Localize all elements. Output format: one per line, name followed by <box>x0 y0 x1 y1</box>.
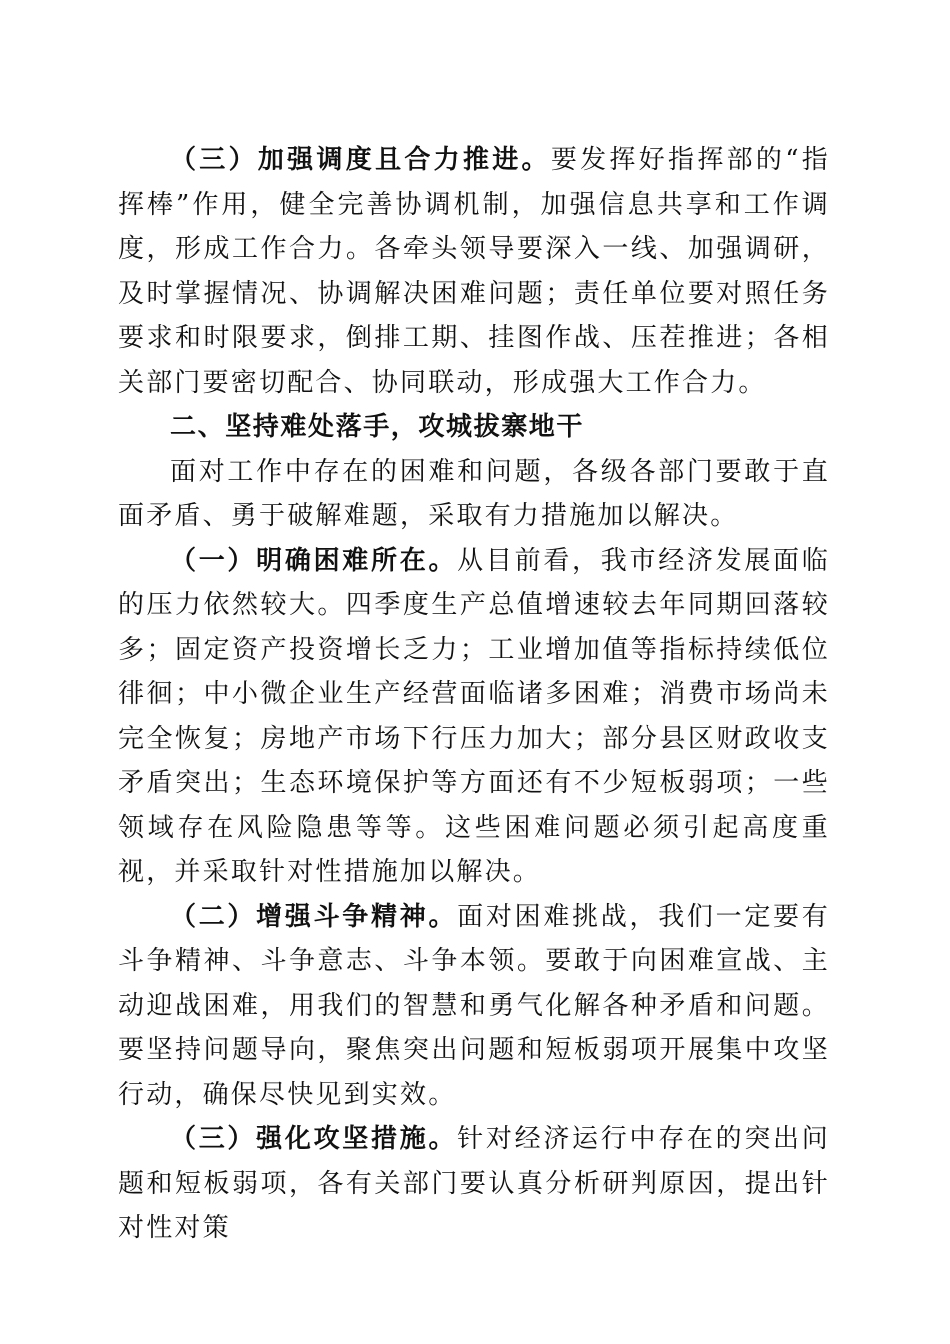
paragraph-lead: （一）明确困难所在。 <box>170 545 458 576</box>
paragraph-lead: （三）强化攻坚措施。 <box>170 1124 458 1154</box>
paragraph-intro <box>118 450 830 539</box>
paragraph-body: 从目前看，我市经济发展面临的压力依然较大。四季度生产总值增速较去年同期回落较多；固定资产投资增长乏力；工业增加值等指标持续低位徘徊；中小微企业生产经营面临诸多困难；消费市场尚未完全恢复；房地产市场下行压力加大；部分县区财政收支矛盾突出；生态环境保护等方面还有不少短板弱项；一些领域存在风险隐患等等。这些困难问题必须引起高度重视，并采取针对性措施加以解决。 <box>118 545 830 887</box>
document-page <box>118 138 830 1251</box>
paragraph-lead: （三）加强调度且合力推进。 <box>170 145 551 175</box>
paragraph-difficulties <box>118 539 830 895</box>
paragraph-body: 针对经济运行中存在的突出问题和短板弱项，各有关部门要认真分析研判原因，提出针对性对策 <box>118 1124 830 1243</box>
paragraph-spirit <box>118 895 830 1118</box>
paragraph-body: 面对工作中存在的困难和问题，各级各部门要敢于直面矛盾、勇于破解难题，采取有力措施加以解决。 <box>118 456 830 531</box>
paragraph-body: 要发挥好指挥部的“指挥棒”作用，健全完善协调机制，加强信息共享和工作调度，形成工作合力。各牵头领导要深入一线、加强调研，及时掌握情况、协调解决困难问题；责任单位要对照任务要求和时限要求，倒排工期、挂图作战、压茬推进；各相关部门要密切配合、协同联动，形成强大工作合力。 <box>118 145 830 398</box>
paragraph-coordination <box>118 138 830 405</box>
paragraph-lead: （二）增强斗争精神。 <box>170 901 458 932</box>
section-heading: 二、坚持难处落手，攻城拔寨地干 <box>170 412 585 442</box>
paragraph-measures <box>118 1117 830 1251</box>
paragraph-body: 面对困难挑战，我们一定要有斗争精神、斗争意志、斗争本领。要敢于向困难宣战、主动迎战困难，用我们的智慧和勇气化解各种矛盾和问题。要坚持问题导向，聚焦突出问题和短板弱项开展集中攻坚行动，确保尽快见到实效。 <box>118 901 830 1110</box>
